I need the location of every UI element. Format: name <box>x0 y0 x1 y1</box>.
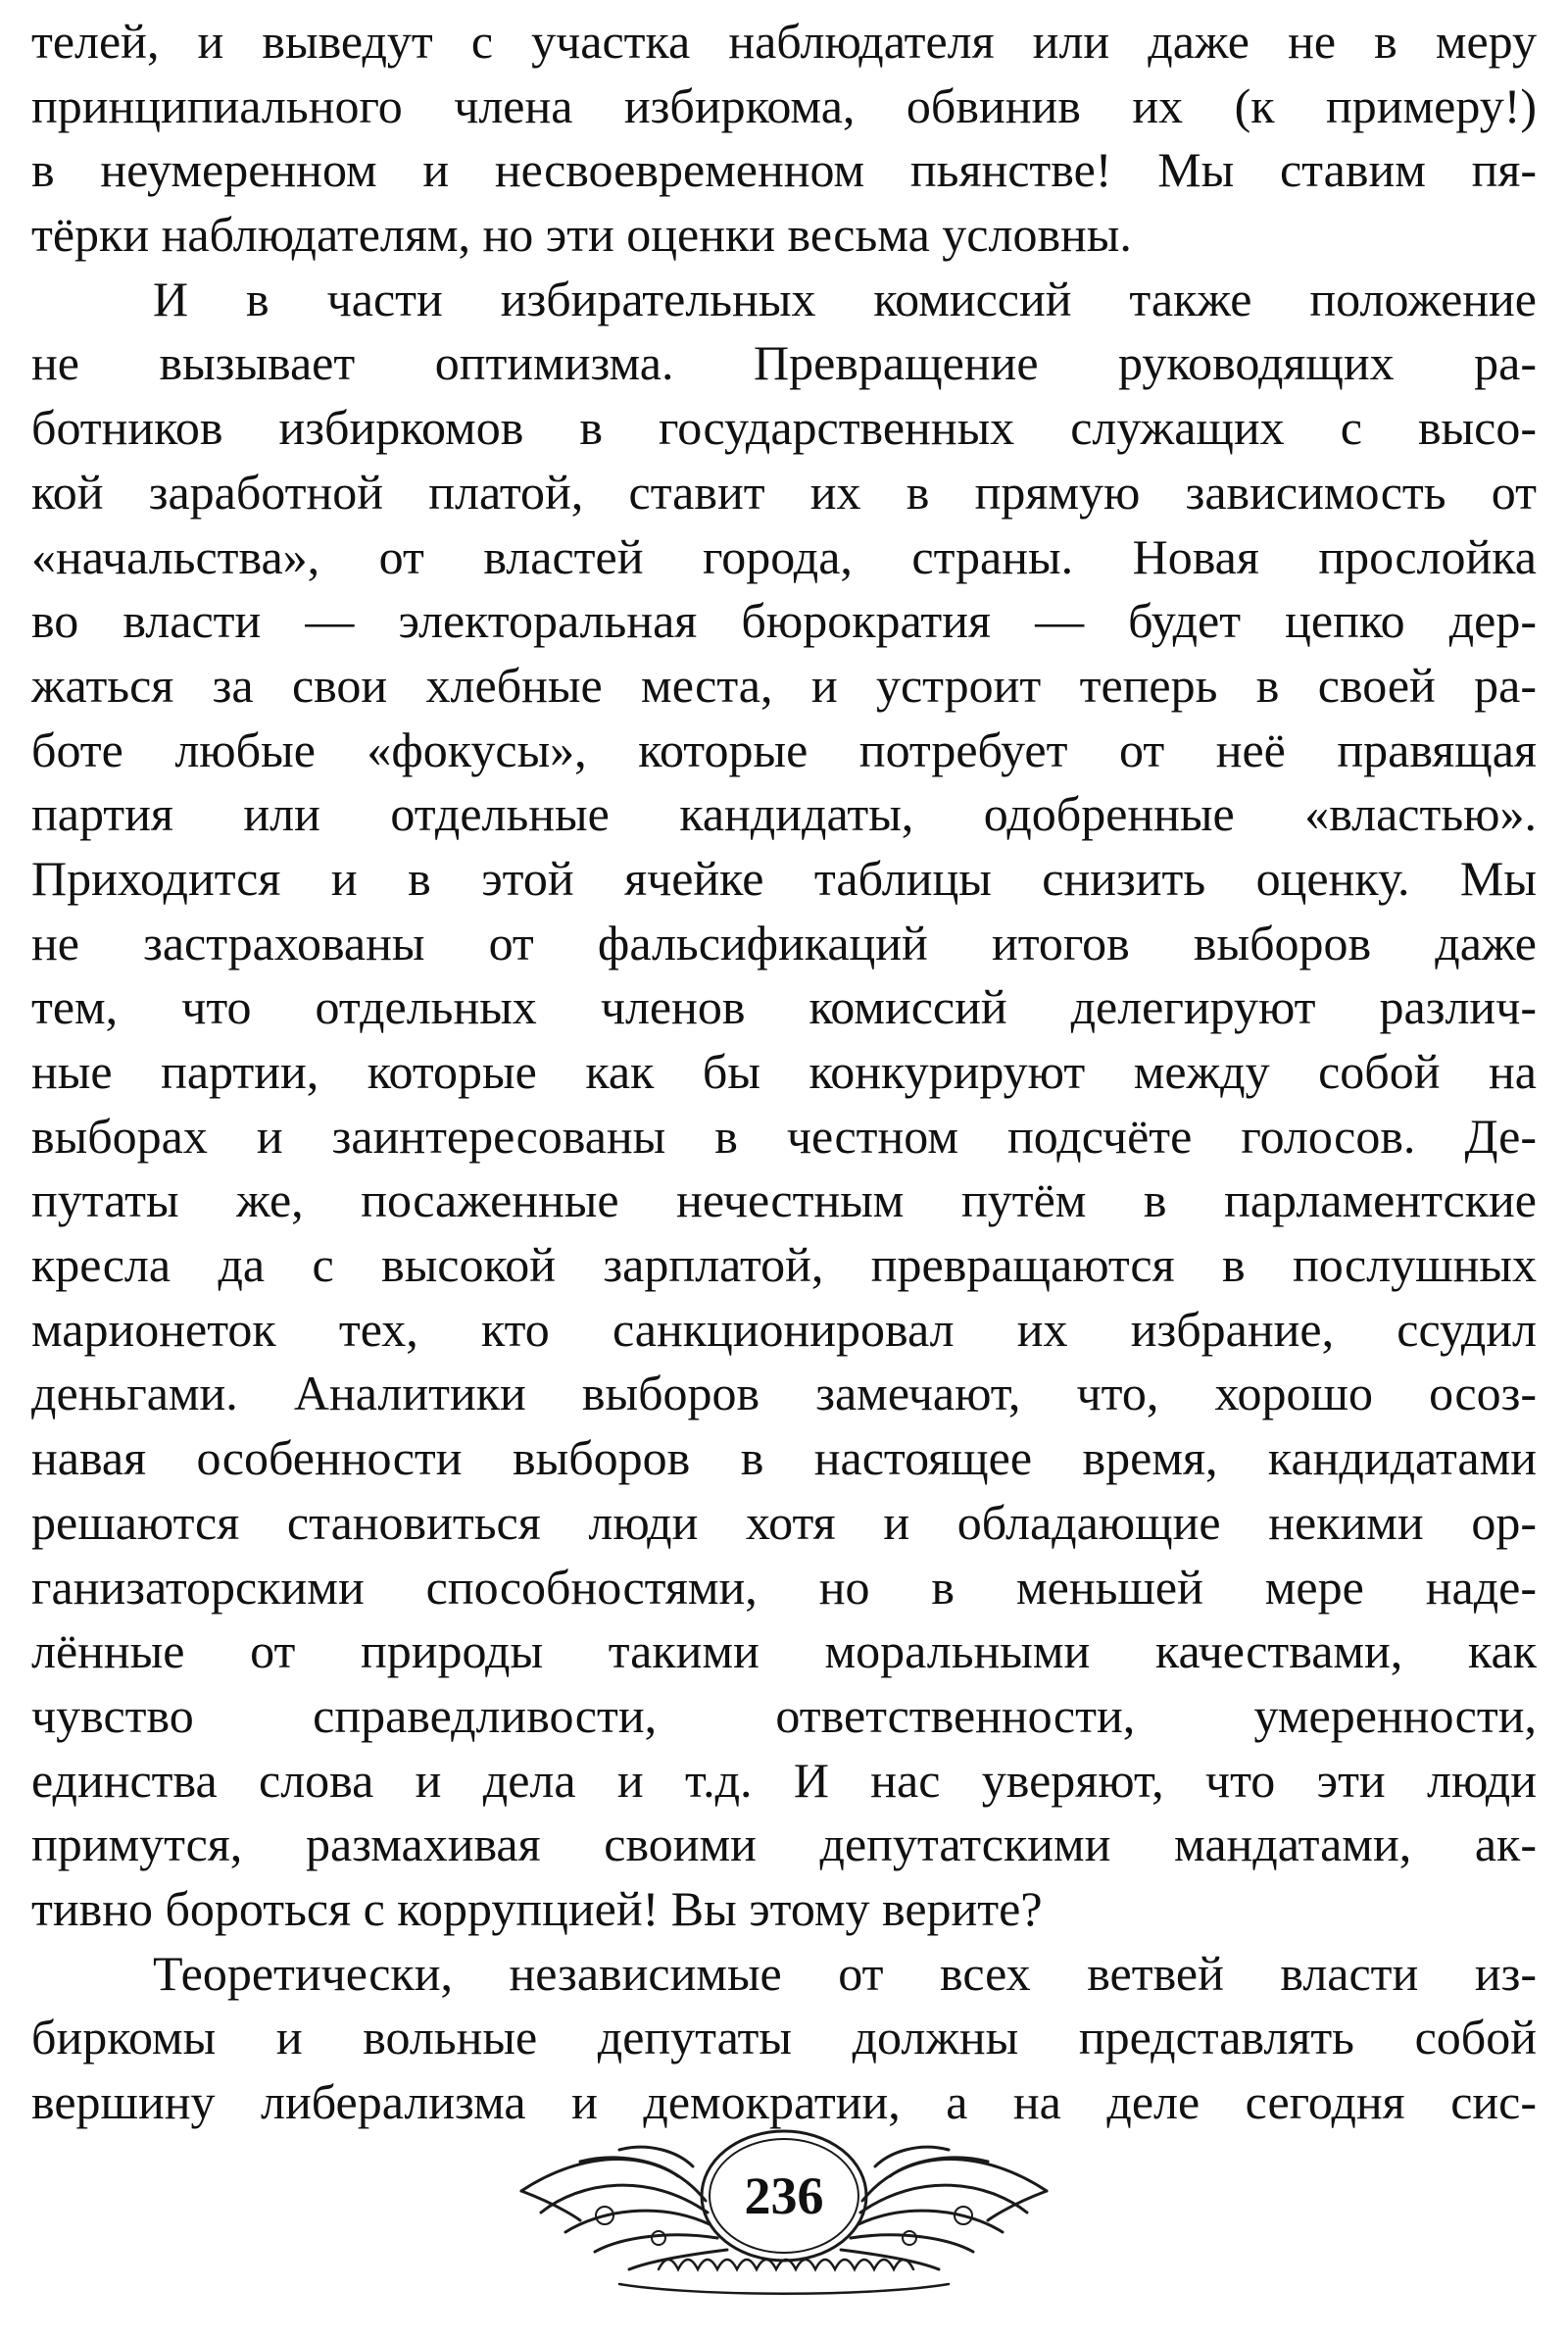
text-line: принципиального члена избиркома, обвинив их (к примеру!) <box>31 77 1537 133</box>
text-line: не застрахованы от фальсификаций итогов выборов даже <box>31 915 1537 970</box>
text-line: навая особенности выборов в настоящее время, кандидатами <box>31 1430 1537 1486</box>
text-line: вершину либерализма и демократии, а на деле сегодня сис- <box>31 2074 1537 2129</box>
book-page <box>31 10 1537 2338</box>
text-line: партия или отдельные кандидаты, одобренные «властью». <box>31 786 1537 842</box>
page-number: 236 <box>744 2166 824 2225</box>
text-line: тёрки наблюдателям, но эти оценки весьма условны. <box>31 207 1132 263</box>
text-line: не вызывает оптимизма. Превращение руководящих ра- <box>31 335 1537 391</box>
text-line: кой заработной платой, ставит их в прямую зависимость от <box>31 464 1537 520</box>
text-line: тем, что отдельных членов комиссий делегируют различ- <box>31 979 1537 1035</box>
text-line: лённые от природы такими моральными качествами, как <box>31 1623 1537 1679</box>
text-line: единства слова и дела и т.д. И нас уверяют, что эти люди <box>31 1752 1537 1808</box>
text-line: кресла да с высокой зарплатой, превращаются в послушных <box>31 1237 1537 1293</box>
text-line: биркомы и вольные депутаты должны представлять собой <box>31 2010 1537 2065</box>
text-line: выборах и заинтересованы в честном подсчёте голосов. Де- <box>31 1108 1537 1164</box>
text-line: во власти — электоральная бюрократия — будет цепко дер- <box>31 593 1537 649</box>
text-line: телей, и выведут с участка наблюдателя или даже не в меру <box>31 14 1537 69</box>
body-text <box>31 10 1537 2135</box>
text-line: деньгами. Аналитики выборов замечают, что, хорошо осоз- <box>31 1366 1537 1421</box>
text-line: тивно бороться с коррупцией! Вы этому верите? <box>31 1880 1043 1936</box>
text-line: чувство справедливости, ответственности, умеренности, <box>31 1687 1537 1743</box>
text-line: в неумеренном и несвоевременном пьянстве! Мы ставим пя- <box>31 142 1537 198</box>
text-line: И в части избирательных комиссий также положение <box>153 271 1537 326</box>
text-line: Теоретически, независимые от всех ветвей власти из- <box>153 1945 1537 2001</box>
text-line: решаются становиться люди хотя и обладающие некими ор- <box>31 1494 1537 1550</box>
text-line: путаты же, посаженные нечестным путём в парламентские <box>31 1172 1537 1228</box>
text-line: примутся, размахивая своими депутатскими мандатами, ак- <box>31 1816 1537 1872</box>
text-line: боте любые «фокусы», которые потребует от неё правящая <box>31 721 1537 777</box>
text-line: «начальства», от властей города, страны. Новая прослойка <box>31 528 1537 584</box>
text-line: жаться за свои хлебные места, и устроит теперь в своей ра- <box>31 657 1537 713</box>
text-line: ные партии, которые как бы конкурируют между собой на <box>31 1044 1537 1099</box>
text-line: Приходится и в этой ячейке таблицы снизить оценку. Мы <box>31 850 1537 906</box>
page-footer <box>31 2122 1537 2318</box>
text-line: ботников избиркомов в государственных служащих с высо- <box>31 400 1537 456</box>
text-line: марионеток тех, кто санкционировал их избрание, ссудил <box>31 1301 1537 1357</box>
text-line: ганизаторскими способностями, но в меньшей мере наде- <box>31 1559 1537 1615</box>
